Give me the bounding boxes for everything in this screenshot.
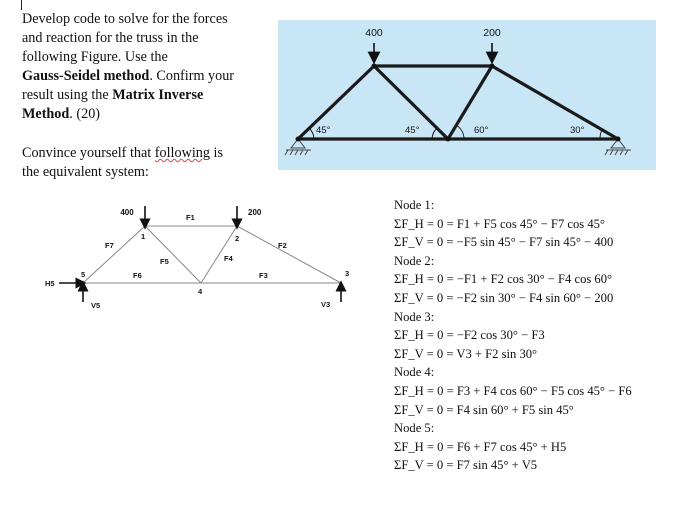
node-3-heading: Node 3: [394, 309, 435, 324]
node-5-heading: Node 5: [394, 421, 435, 436]
node-1-eq-v: ΣF_V = 0 = −F5 sin 45° − F7 sin 45° − 400 [394, 235, 614, 250]
spellcheck-word: following [154, 145, 210, 161]
gauss-seidel-label: Gauss-Seidel method [22, 68, 150, 84]
fbd-label-v3: V3 [321, 300, 331, 309]
fbd-label-f6: F6 [133, 271, 142, 280]
fbd-load-right-label: 200 [248, 208, 262, 217]
node-1-eq-h: ΣF_H = 0 = F1 + F5 cos 45° − F7 cos 45° [394, 216, 605, 231]
load-label-right: 200 [483, 27, 501, 39]
node-2-heading: Node 2: [394, 253, 435, 268]
convince-text [22, 144, 272, 182]
fbd-label-f2: F2 [278, 241, 287, 250]
node-1-heading: Node 1: [394, 198, 435, 212]
fbd-node-4: 4 [198, 287, 203, 296]
angle-label-2: 45° [405, 125, 420, 136]
free-body-diagram [45, 198, 365, 318]
fbd-node-1: 1 [141, 232, 146, 241]
node-4-eq-v: ΣF_V = 0 = F4 sin 60° + F5 sin 45° [394, 402, 574, 417]
angle-label-3: 60° [474, 125, 489, 136]
matrix-inverse-label: Matrix Inverse [112, 87, 204, 103]
fbd-node-2: 2 [235, 234, 240, 243]
truss-figure [278, 20, 656, 170]
truss-background [278, 20, 656, 170]
node-3-eq-h: ΣF_H = 0 = −F2 cos 30° − F3 [394, 328, 545, 343]
fbd-node-3: 3 [345, 269, 350, 278]
angle-label-4: 30° [570, 125, 585, 136]
node-5-eq-v: ΣF_V = 0 = F7 sin 45° + V5 [394, 458, 538, 473]
load-label-left: 400 [365, 27, 383, 39]
problem-line-5: result using the Matrix Inverse [22, 87, 204, 103]
fbd-inner-left [145, 226, 201, 283]
problem-line-6: Method. (20) [22, 106, 101, 122]
node-3-eq-v: ΣF_V = 0 = V3 + F2 sin 30° [394, 346, 538, 361]
fbd-load-left-label: 400 [120, 208, 134, 217]
equations-block [394, 196, 632, 475]
node-4-heading: Node 4: [394, 365, 435, 380]
fbd-label-f4: F4 [224, 254, 233, 263]
fbd-node-5: 5 [81, 270, 86, 279]
convince-line-1: Convince yourself that following is [22, 145, 223, 161]
problem-line-4: Gauss-Seidel method. Confirm your [22, 68, 235, 84]
fbd-label-v5: V5 [91, 301, 101, 310]
problem-line-1: Develop code to solve for the forces [22, 11, 228, 27]
node-2-eq-v: ΣF_V = 0 = −F2 sin 30° − F4 sin 60° − 200 [394, 290, 614, 305]
problem-statement [22, 10, 272, 124]
text-cursor [21, 0, 22, 10]
fbd-label-f3: F3 [259, 271, 268, 280]
convince-line-2: the equivalent system: [22, 164, 149, 180]
angle-label-1: 45° [316, 125, 331, 136]
node-5-eq-h: ΣF_H = 0 = F6 + F7 cos 45° + H5 [394, 439, 567, 454]
fbd-label-h5: H5 [45, 279, 55, 288]
fbd-label-f7: F7 [105, 241, 114, 250]
node-4-eq-h: ΣF_H = 0 = F3 + F4 cos 60° − F5 cos 45° − F6 [394, 383, 632, 398]
problem-line-2: and reaction for the truss in the [22, 30, 199, 46]
fbd-label-f1: F1 [186, 213, 195, 222]
problem-line-3: following Figure. Use the [22, 49, 168, 65]
fbd-label-f5: F5 [160, 257, 169, 266]
fbd-right-diag [237, 226, 341, 283]
node-2-eq-h: ΣF_H = 0 = −F1 + F2 cos 30° − F4 cos 60° [394, 272, 613, 287]
